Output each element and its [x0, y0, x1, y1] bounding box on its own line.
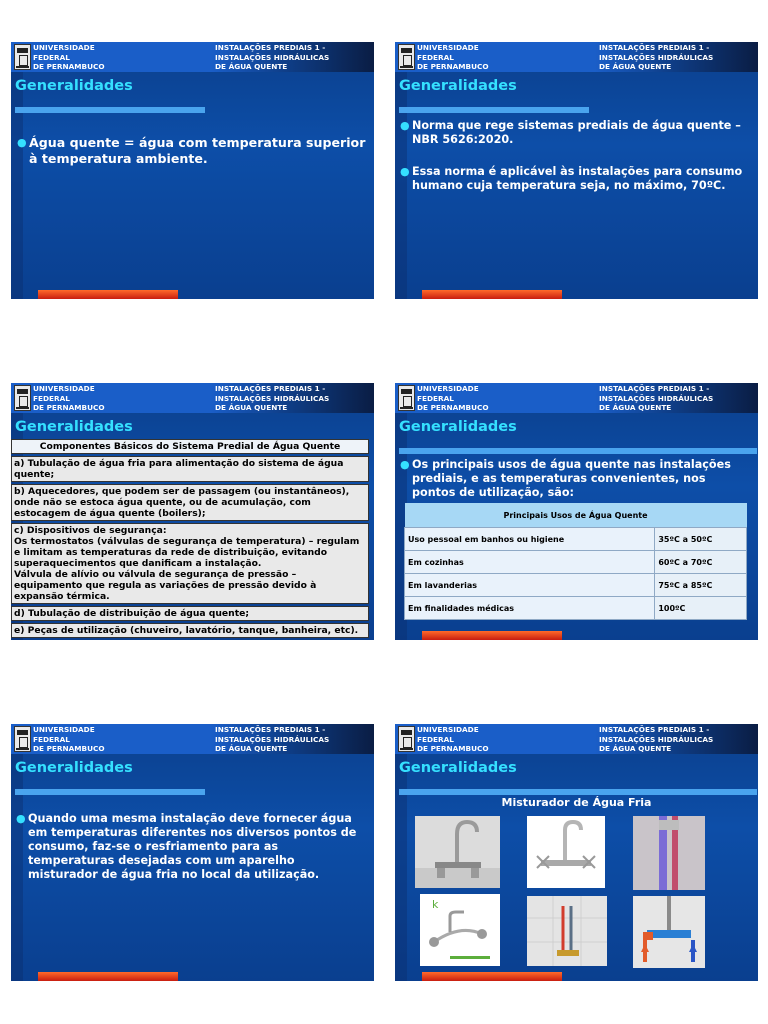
slide-6 — [395, 724, 758, 981]
course-name: INSTALAÇÕES PREDIAIS 1 - INSTALAÇÕES HIDRÁULICAS DE ÁGUA QUENTE — [599, 725, 714, 753]
bullet-dot-icon: ● — [400, 458, 410, 471]
slide-title: Generalidades — [15, 78, 133, 94]
bullet-text: ● Quando uma mesma instalação deve fornecer água em temperaturas diferentes nos diversos pontos de consumo, faz-se o resfriamento para as temperaturas desejadas com um aparelho misturador de água fria no local da utilização. — [16, 812, 357, 881]
title-underline — [15, 107, 205, 113]
table-row: e) Peças de utilização (chuveiro, lavatório, tanque, banheira, etc). — [11, 623, 369, 638]
slide-title: Generalidades — [399, 419, 517, 435]
course-name: INSTALAÇÕES PREDIAIS 1 - INSTALAÇÕES HIDRÁULICAS DE ÁGUA QUENTE — [215, 725, 330, 753]
slide-header — [11, 42, 374, 72]
ufpe-logo-icon — [14, 44, 31, 70]
ufpe-logo-icon — [14, 726, 31, 752]
components-table — [11, 439, 369, 640]
pipes-photo — [527, 896, 607, 966]
course-name: INSTALAÇÕES PREDIAIS 1 - INSTALAÇÕES HIDRÁULICAS DE ÁGUA QUENTE — [215, 43, 330, 71]
table-title: Componentes Básicos do Sistema Predial de Água Quente — [11, 439, 369, 454]
slide-header — [11, 383, 374, 413]
table-row — [405, 574, 747, 597]
title-underline — [399, 789, 757, 795]
mixer-diagram-photo — [633, 896, 705, 968]
title-underline — [399, 448, 757, 454]
use-cell: Em finalidades médicas — [405, 597, 655, 620]
slide-1 — [11, 42, 374, 299]
bullet-text: ● Os principais usos de água quente nas instalações prediais, e as temperaturas convenientes, nos pontos de utilização, são: — [400, 458, 731, 499]
slide-title: Generalidades — [399, 78, 517, 94]
footer-red-bar — [422, 631, 562, 640]
use-cell: Uso pessoal em banhos ou higiene — [405, 528, 655, 551]
course-name: INSTALAÇÕES PREDIAIS 1 - INSTALAÇÕES HIDRÁULICAS DE ÁGUA QUENTE — [599, 384, 714, 412]
faucet-photo — [527, 816, 605, 888]
slide-header — [11, 724, 374, 754]
table-row — [405, 597, 747, 620]
temp-cell: 35ºC a 50ºC — [655, 528, 747, 551]
slide-4 — [395, 383, 758, 640]
ufpe-logo-icon — [398, 44, 415, 70]
faucet-photo — [415, 816, 500, 888]
ufpe-logo-icon — [14, 385, 31, 411]
temp-cell: 100ºC — [655, 597, 747, 620]
bullet-text: ● Essa norma é aplicável às instalações para consumo humano cuja temperatura seja, no máximo, 70ºC. — [400, 165, 743, 192]
footer-red-bar — [422, 972, 562, 981]
slide-3 — [11, 383, 374, 640]
table-row: b) Aquecedores, que podem ser de passagem (ou instantâneos), onde não se estoca água quente, ou de acumulação, com estocagem de água quente (boilers); — [11, 484, 369, 521]
faucet-photo — [420, 894, 500, 966]
bullet-dot-icon: ● — [400, 119, 410, 132]
university-name: UNIVERSIDADE FEDERAL DE PERNAMBUCO — [33, 725, 105, 753]
table-row: d) Tubulação de distribuição de água quente; — [11, 606, 369, 621]
table-row — [405, 551, 747, 574]
hot-water-uses-table — [404, 503, 747, 620]
bullet-dot-icon: ● — [17, 136, 27, 149]
table-row — [405, 528, 747, 551]
slide-5 — [11, 724, 374, 981]
table-title: Principais Usos de Água Quente — [405, 503, 747, 528]
slide-title: Generalidades — [15, 760, 133, 776]
slide-header — [395, 383, 758, 413]
bullet-dot-icon: ● — [400, 165, 410, 178]
university-name: UNIVERSIDADE FEDERAL DE PERNAMBUCO — [417, 43, 489, 71]
slide-subtitle: Misturador de Água Fria — [501, 796, 652, 809]
slide-header — [395, 42, 758, 72]
slide-title: Generalidades — [15, 419, 133, 435]
table-row: a) Tubulação de água fria para alimentação do sistema de água quente; — [11, 456, 369, 482]
temp-cell: 75ºC a 85ºC — [655, 574, 747, 597]
university-name: UNIVERSIDADE FEDERAL DE PERNAMBUCO — [417, 725, 489, 753]
footer-red-bar — [38, 972, 178, 981]
temp-cell: 60ºC a 70ºC — [655, 551, 747, 574]
use-cell: Em lavanderias — [405, 574, 655, 597]
ufpe-logo-icon — [398, 385, 415, 411]
ufpe-logo-icon — [398, 726, 415, 752]
course-name: INSTALAÇÕES PREDIAIS 1 - INSTALAÇÕES HIDRÁULICAS DE ÁGUA QUENTE — [599, 43, 714, 71]
use-cell: Em cozinhas — [405, 551, 655, 574]
slide-title: Generalidades — [399, 760, 517, 776]
university-name: UNIVERSIDADE FEDERAL DE PERNAMBUCO — [417, 384, 489, 412]
slide-2 — [395, 42, 758, 299]
brand-logo-icon: k — [432, 898, 439, 911]
university-name: UNIVERSIDADE FEDERAL DE PERNAMBUCO — [33, 43, 105, 71]
footer-red-bar — [422, 290, 562, 299]
bullet-text: ● Água quente = água com temperatura superior à temperatura ambiente. — [17, 135, 366, 166]
bullet-dot-icon: ● — [16, 812, 26, 825]
title-underline — [399, 107, 589, 113]
title-underline — [15, 789, 205, 795]
table-row: c) Dispositivos de segurança: Os termostatos (válvulas de segurança de temperatura) – regulam e limitam as temperaturas da rede de distribuição, evitando superaquecimentos que danificam a instalação. Válvula de alívio ou válvula de segurança de pressão – equipamento que regula as variações de pressão devido à expansão térmica. — [11, 523, 369, 604]
mixer-diagram-photo — [633, 816, 705, 890]
slide-header — [395, 724, 758, 754]
footer-red-bar — [38, 290, 178, 299]
bullet-text: ● Norma que rege sistemas prediais de água quente – NBR 5626:2020. — [400, 119, 741, 146]
university-name: UNIVERSIDADE FEDERAL DE PERNAMBUCO — [33, 384, 105, 412]
course-name: INSTALAÇÕES PREDIAIS 1 - INSTALAÇÕES HIDRÁULICAS DE ÁGUA QUENTE — [215, 384, 330, 412]
